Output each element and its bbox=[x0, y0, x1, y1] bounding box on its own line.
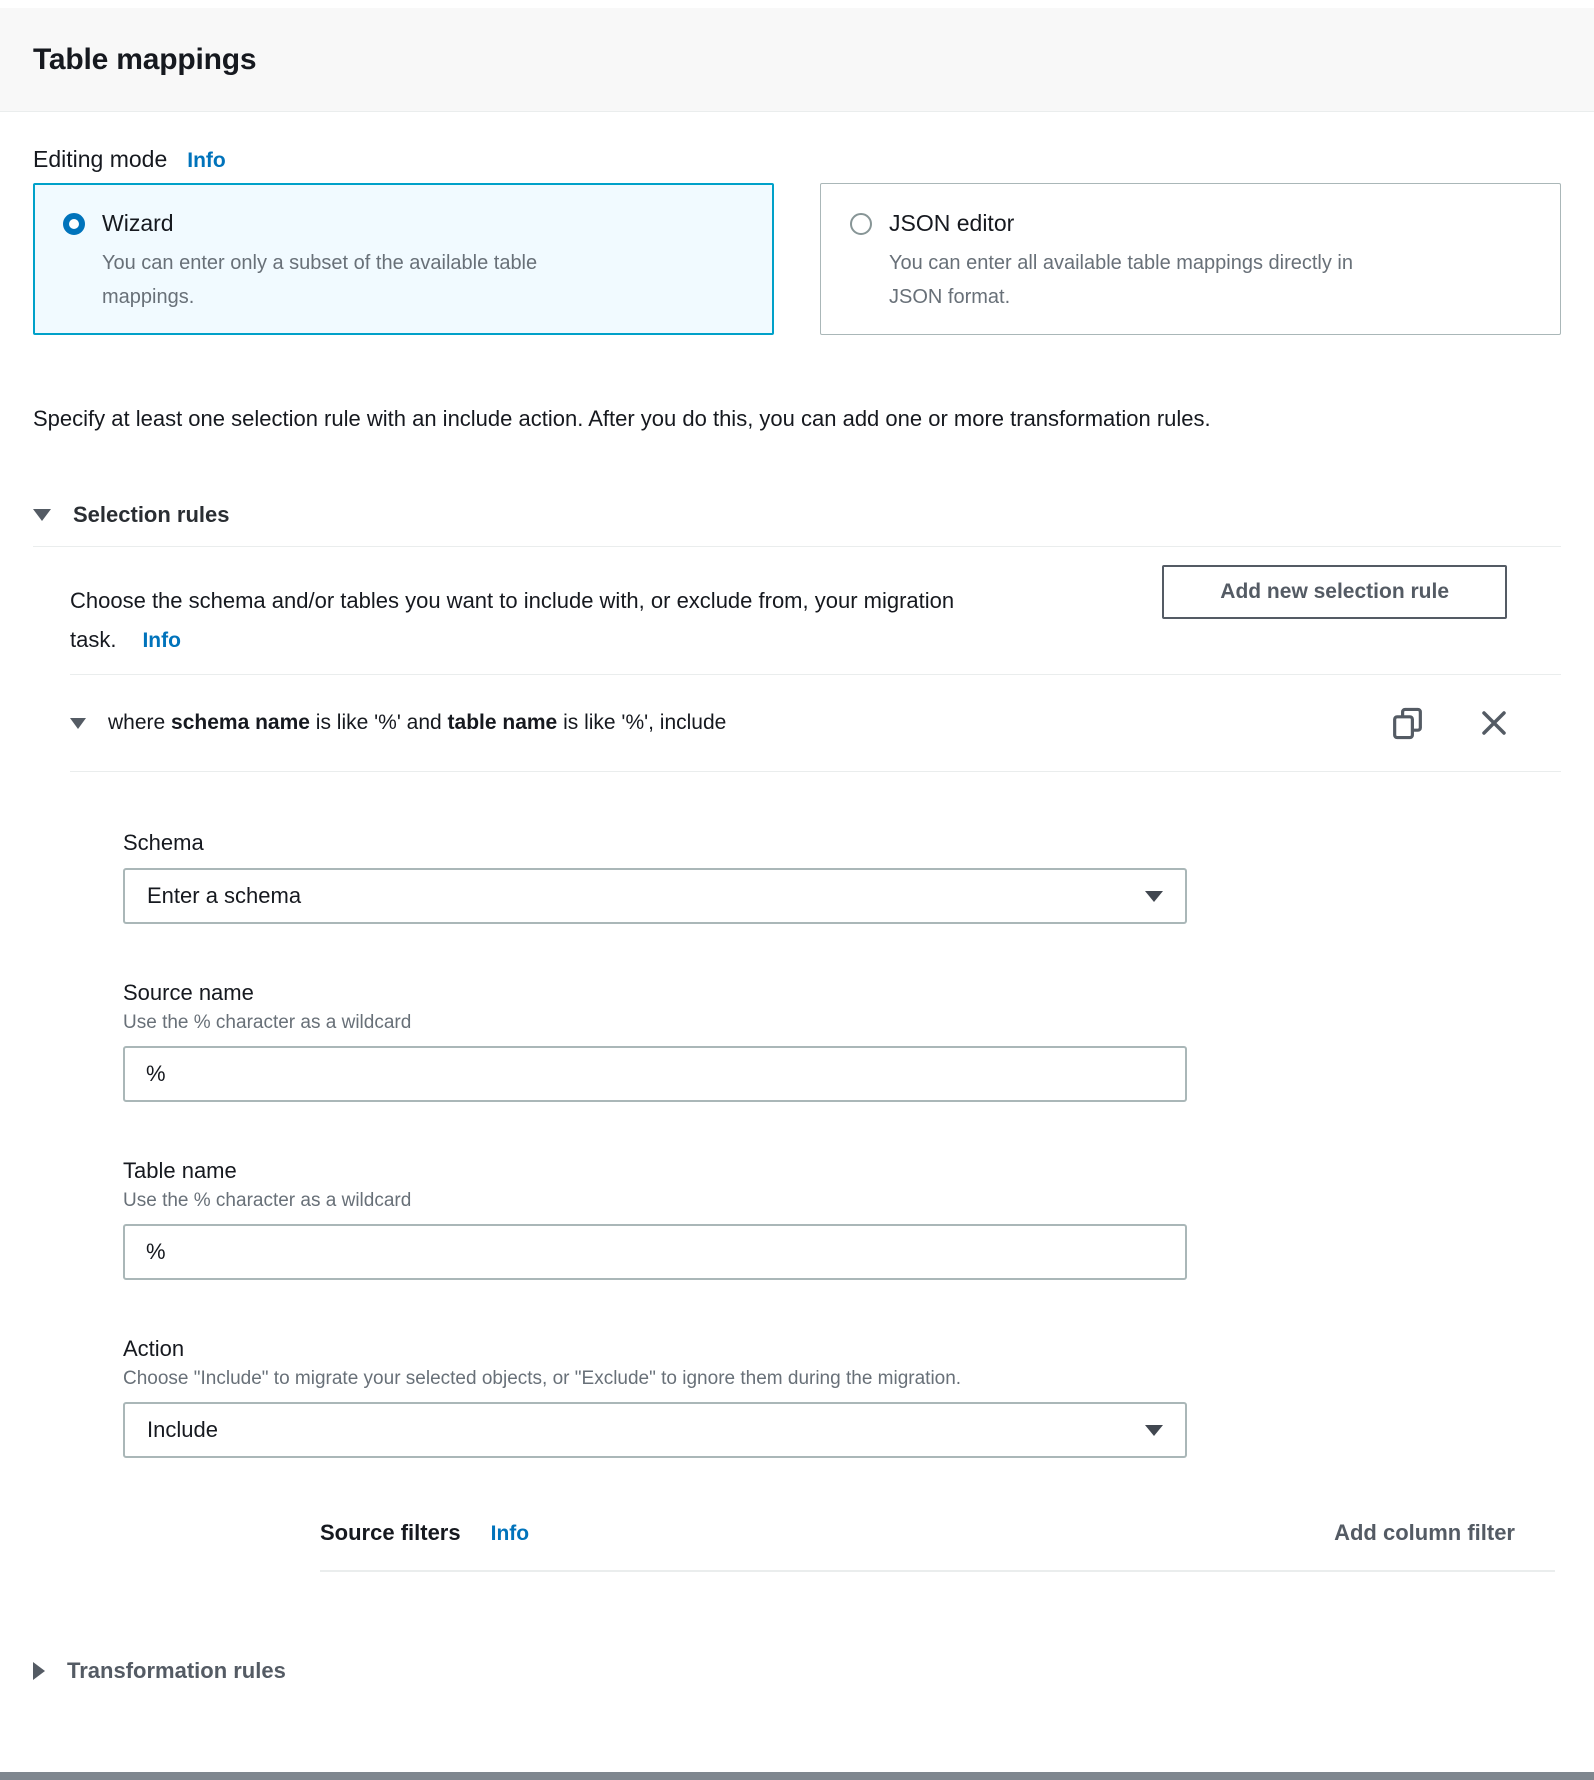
radio-card-wizard[interactable] bbox=[33, 183, 774, 335]
radio-unselected-icon[interactable] bbox=[850, 213, 872, 235]
divider bbox=[33, 546, 1561, 547]
add-selection-rule-button[interactable]: Add new selection rule bbox=[1162, 565, 1507, 619]
source-filters-row bbox=[320, 1520, 1561, 1546]
radio-card-json-head bbox=[850, 210, 1540, 237]
main-content bbox=[0, 146, 1594, 1684]
schema-select-value: Enter a schema bbox=[147, 883, 302, 908]
divider bbox=[320, 1570, 1555, 1572]
copy-icon[interactable] bbox=[1388, 703, 1427, 744]
selection-rule-header bbox=[70, 675, 1561, 771]
json-editor-option-label: JSON editor bbox=[889, 210, 1015, 236]
divider bbox=[70, 771, 1561, 772]
rule-summary-like1: is like '%' and bbox=[309, 711, 448, 734]
source-name-label: Source name bbox=[123, 980, 254, 1005]
add-column-filter-button[interactable]: Add column filter bbox=[1334, 1520, 1515, 1545]
selection-rules-header[interactable] bbox=[33, 502, 1561, 528]
source-filters-info-link[interactable]: Info bbox=[490, 1522, 530, 1545]
chevron-right-icon bbox=[33, 1662, 45, 1680]
wizard-option-label: Wizard bbox=[102, 210, 174, 236]
rule-summary-table-name: table name bbox=[447, 711, 558, 734]
table-name-helper: Use the % character as a wildcard bbox=[123, 1190, 412, 1211]
action-helper: Choose "Include" to migrate your selected objects, or "Exclude" to ignore them during the migration. bbox=[123, 1368, 962, 1389]
selection-rule-actions bbox=[1388, 703, 1513, 744]
selection-rules-description-text: Choose the schema and/or tables you want to include with, or exclude from, your migration task. bbox=[70, 588, 955, 652]
selection-rules-description bbox=[70, 565, 980, 660]
action-select[interactable] bbox=[123, 1402, 1187, 1458]
chevron-down-icon bbox=[1145, 1425, 1163, 1436]
source-filters-section bbox=[123, 1520, 1561, 1572]
transformation-rules-title: Transformation rules bbox=[67, 1658, 286, 1683]
chevron-down-icon[interactable] bbox=[70, 718, 86, 729]
table-name-input[interactable] bbox=[123, 1224, 1187, 1280]
intro-text: Specify at least one selection rule with an include action. After you do this, you can add one or more transformation rules. bbox=[33, 406, 1211, 431]
close-icon[interactable] bbox=[1475, 704, 1513, 742]
editing-mode-options bbox=[33, 183, 1561, 335]
selection-rule-summary bbox=[108, 711, 726, 735]
rule-summary-where: where bbox=[108, 711, 172, 734]
selection-rule-form bbox=[33, 830, 1561, 1572]
editing-mode-info-link[interactable]: Info bbox=[187, 149, 226, 172]
chevron-down-icon bbox=[33, 509, 51, 521]
schema-label: Schema bbox=[123, 830, 204, 855]
selection-rules-title: Selection rules bbox=[73, 502, 230, 527]
rule-summary-like2: is like '%', include bbox=[557, 711, 727, 734]
radio-card-wizard-head bbox=[63, 210, 753, 237]
action-select-value: Include bbox=[147, 1417, 218, 1442]
source-filters-label: Source filters bbox=[320, 1520, 461, 1545]
radio-card-json-editor[interactable] bbox=[820, 183, 1561, 335]
schema-select[interactable] bbox=[123, 868, 1187, 924]
wizard-option-description: You can enter only a subset of the available table mappings. bbox=[102, 252, 538, 308]
source-name-input[interactable] bbox=[123, 1046, 1187, 1102]
rule-summary-schema-name: schema name bbox=[171, 711, 310, 734]
editing-mode-label: Editing mode bbox=[33, 146, 168, 172]
top-gap bbox=[0, 0, 1594, 8]
table-name-label: Table name bbox=[123, 1158, 237, 1183]
bottom-strip bbox=[0, 1772, 1594, 1780]
page-title: Table mappings bbox=[33, 42, 257, 76]
selection-rules-info-link[interactable]: Info bbox=[142, 629, 181, 652]
action-label: Action bbox=[123, 1336, 185, 1361]
page-header bbox=[0, 8, 1594, 112]
editing-mode-row bbox=[33, 146, 1561, 173]
source-name-helper: Use the % character as a wildcard bbox=[123, 1012, 412, 1033]
radio-selected-icon[interactable] bbox=[63, 213, 85, 235]
chevron-down-icon bbox=[1145, 891, 1163, 902]
selection-rules-description-row bbox=[33, 565, 1561, 660]
transformation-rules-header[interactable] bbox=[33, 1658, 1561, 1684]
json-editor-option-description: You can enter all available table mappings directly in JSON format. bbox=[889, 252, 1353, 308]
